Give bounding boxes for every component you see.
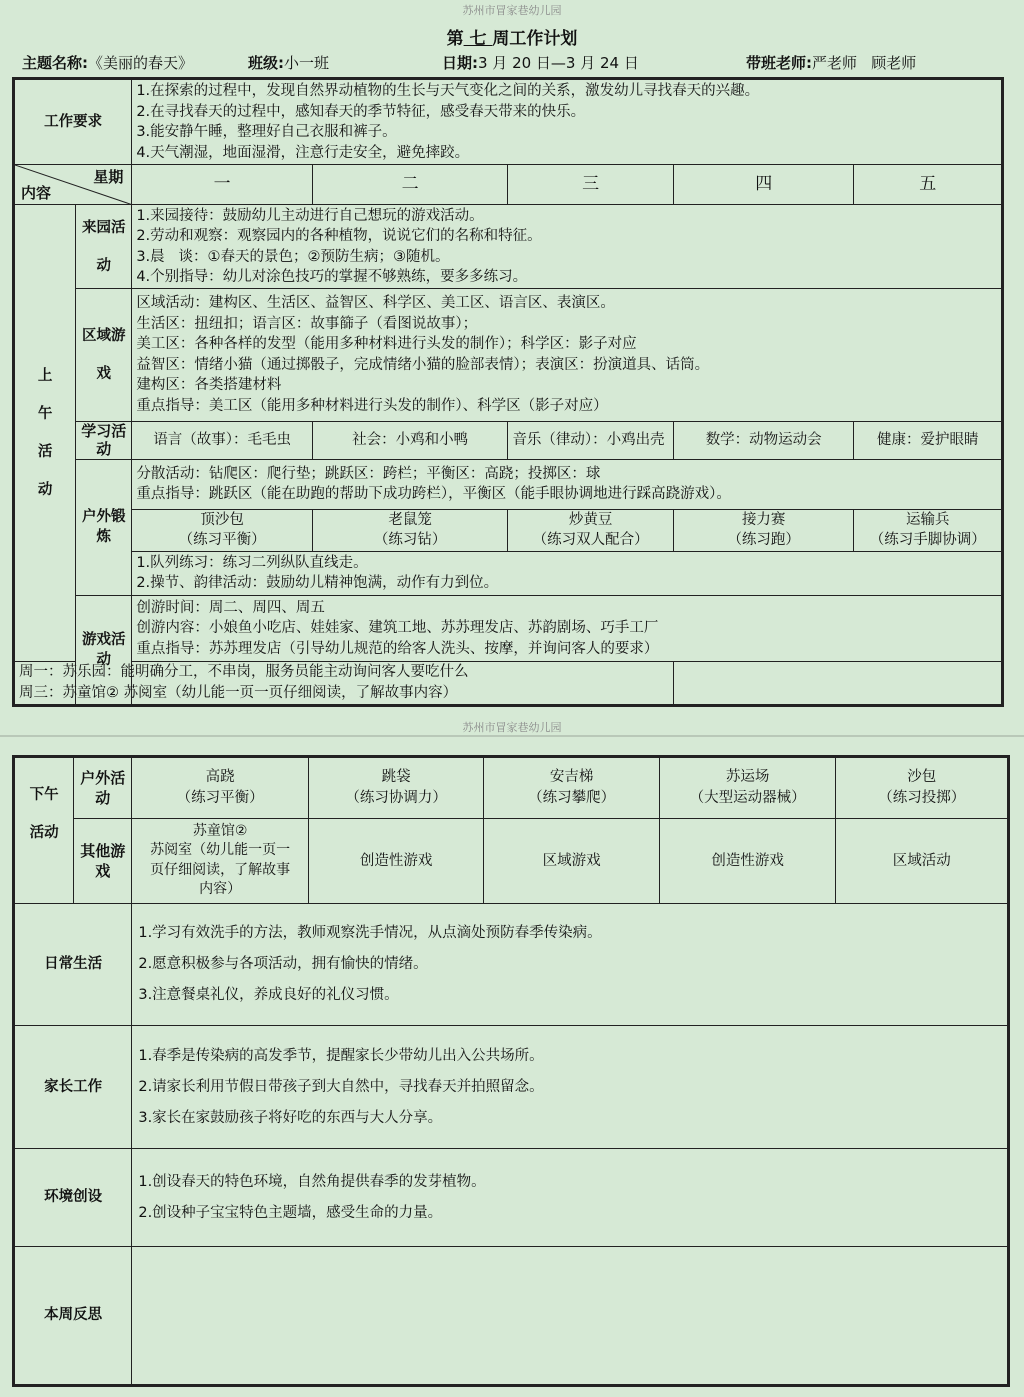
area-item: 区域活动：建构区、生活区、益智区、科学区、美工区、语言区、表演区。 <box>136 295 615 312</box>
play-note: 周三：苏童馆② 苏阅室（幼儿能一页一页仔细阅读，了解故事内容） <box>19 684 458 701</box>
arrival-item: 1.来园接待：鼓励幼儿主动进行自己想玩的游戏活动。 <box>136 207 484 224</box>
afternoon-game-cell <box>132 757 309 819</box>
reflection-label: 本周反思 <box>14 1247 132 1386</box>
requirements-content <box>132 79 1003 165</box>
area-item: 生活区：扭纽扣；语言区：故事篩子（看图说故事）； <box>136 315 478 332</box>
daily-item: 2.愿意积极参与各项活动，拥有愉快的情绪。 <box>138 955 428 972</box>
requirements-label: 工作要求 <box>14 79 132 165</box>
play-item: 重点指导：苏苏理发店（引导幼儿规范的给客人洗头、按摩，并询问客人的要求） <box>136 640 659 657</box>
arrival-item: 2.劳动和观察：观察园内的各种植物，说说它们的名称和特征。 <box>136 228 542 245</box>
other-line: 内容） <box>199 881 242 898</box>
other-line: 苏阅室（幼儿能一页一 <box>150 842 291 859</box>
play-notes <box>14 661 674 705</box>
teacher-value: 严老师 顾老师 <box>812 54 917 72</box>
content-label: 内容 <box>21 183 52 202</box>
game-name: 老鼠笼 <box>388 511 432 528</box>
other-line: 苏童馆② <box>192 822 248 839</box>
game-goal: （练习跑） <box>727 532 800 549</box>
afternoon-other-row <box>14 819 1009 903</box>
day-friday: 五 <box>854 165 1003 205</box>
environment-row <box>14 1148 1009 1246</box>
afternoon-label-b: 活动 <box>29 825 59 841</box>
game-goal: （练习双人配合） <box>532 532 649 549</box>
afternoon-game-cell <box>308 757 484 819</box>
theme-value: 《美丽的春天》 <box>88 54 194 72</box>
afternoon-game-cell <box>659 757 836 819</box>
area-item: 建构区：各类搭建材料 <box>136 377 282 394</box>
afternoon-other-cell-monday <box>132 819 309 903</box>
environment-content <box>132 1148 1009 1246</box>
drills-content <box>132 551 1003 595</box>
play-content <box>132 595 1003 661</box>
afternoon-other-cell-tuesday: 创造性游戏 <box>308 819 484 903</box>
area-item: 重点指导：美工区（能用多种材料进行头发的制作）、科学区（影子对应） <box>136 397 608 414</box>
study-cell-wednesday: 音乐（律动）：小鸡出壳 <box>508 421 673 459</box>
game-goal: （练习投掷） <box>878 790 966 807</box>
area-content <box>132 289 1003 421</box>
game-name: 苏运场 <box>725 769 770 786</box>
outdoor-content <box>132 459 1003 509</box>
plan-meta <box>22 52 1002 74</box>
parents-item: 2.请家长利用节假日带孩子到大自然中，寻找春天并拍照留念。 <box>138 1078 544 1095</box>
study-label: 学习活动 <box>76 421 132 459</box>
reflection-content <box>132 1247 1009 1386</box>
outdoor-item: 重点指导：跳跃区（能在助跑的帮助下成功跨栏），平衡区（能手眼协调地进行踩高跷游戏）。 <box>136 486 731 503</box>
game-goal: （练习攀爬） <box>528 790 616 807</box>
morning-activities-label <box>14 205 76 662</box>
reflection-row <box>14 1247 1009 1386</box>
arrival-item: 3.晨 谈：①春天的景色；②预防生病；③随机。 <box>136 248 450 265</box>
game-name: 跳袋 <box>381 769 411 786</box>
page-separator <box>0 735 1024 737</box>
date-label: 日期: <box>442 54 478 72</box>
game-name: 安吉梯 <box>549 769 594 786</box>
daily-row <box>14 903 1009 1026</box>
date-value: 3 月 20 日—3 月 24 日 <box>478 54 639 72</box>
arrival-label: 来园活动 <box>76 205 132 289</box>
study-cell-thursday: 数学：动物运动会 <box>673 421 854 459</box>
study-cell-tuesday: 社会：小鸡和小鸭 <box>312 421 508 459</box>
weekday-header-row <box>14 165 1003 205</box>
morning-label-text: 上午活动 <box>37 368 53 499</box>
parents-label: 家长工作 <box>14 1026 132 1149</box>
afternoon-label <box>14 757 74 904</box>
school-watermark: 苏州市冒家巷幼儿园 <box>462 4 562 17</box>
other-line: 页仔细阅读，了解故事 <box>150 861 291 878</box>
requirement-item: 1.在探索的过程中，发现自然界动植物的生长与天气变化之间的关系，激发幼儿寻找春天的兴趣。 <box>136 83 760 100</box>
area-item: 美工区：各种各样的发型（能用多种材料进行头发的制作）；科学区：影子对应 <box>136 336 637 353</box>
afternoon-other-label: 其他游戏 <box>74 819 132 903</box>
game-goal: （练习平衡） <box>178 532 266 549</box>
play-row <box>14 595 1003 661</box>
play-item: 创游内容：小娘鱼小吃店、娃娃家、建筑工地、苏苏理发店、苏韵剧场、巧手工厂 <box>136 620 659 637</box>
play-notes-row <box>14 661 1003 705</box>
parents-content <box>132 1026 1009 1149</box>
afternoon-game-cell <box>484 757 660 819</box>
title-prefix: 第 <box>446 29 464 49</box>
outdoor-game-cell <box>508 509 673 551</box>
afternoon-other-cell-wednesday: 区域游戏 <box>484 819 660 903</box>
play-label: 游戏活动 <box>76 595 132 705</box>
day-thursday: 四 <box>673 165 854 205</box>
outdoor-game-cell <box>854 509 1003 551</box>
game-goal: （练习平衡） <box>176 790 264 807</box>
day-monday: 一 <box>132 165 313 205</box>
daily-item: 1.学习有效洗手的方法，教师观察洗手情况，从点滴处预防春季传染病。 <box>138 924 602 941</box>
game-name: 运输兵 <box>905 511 950 528</box>
parents-item: 3.家长在家鼓励孩子将好吃的东西与大人分享。 <box>138 1109 443 1126</box>
page-title <box>0 24 1024 49</box>
theme-label: 主题名称: <box>22 54 88 72</box>
afternoon-outdoor-label: 户外活动 <box>74 757 132 819</box>
daily-item: 3.注意餐桌礼仪，养成良好的礼仪习惯。 <box>138 986 399 1003</box>
game-name: 高跷 <box>205 769 235 786</box>
environment-item: 1.创设春天的特色环境，自然角提供春季的发芽植物。 <box>138 1173 486 1190</box>
play-item: 创游时间：周二、周四、周五 <box>136 599 325 616</box>
play-note: 周一：苏乐园：能明确分工，不串岗，服务员能主动询问客人要吃什么 <box>19 664 469 681</box>
afternoon-label-a: 下午 <box>29 787 59 803</box>
morning-plan-table <box>12 77 1004 707</box>
requirement-item: 4.天气潮湿，地面湿滑，注意行走安全，避免摔跤。 <box>136 144 470 161</box>
environment-label: 环境创设 <box>14 1148 132 1246</box>
weekday-label: 星期 <box>93 168 124 187</box>
drill-item: 1.队列练习：练习二列纵队直线走。 <box>136 554 368 571</box>
environment-item: 2.创设种子宝宝特色主题墙，感受生命的力量。 <box>138 1204 443 1221</box>
day-wednesday: 三 <box>508 165 673 205</box>
school-watermark-2: 苏州市冒家巷幼儿园 <box>462 721 562 734</box>
outdoor-item: 分散活动：钻爬区：爬行垫；跳跃区：跨栏；平衡区：高跷；投掷区：球 <box>136 465 601 482</box>
study-cell-monday: 语言（故事）：毛毛虫 <box>132 421 313 459</box>
game-goal: （大型运动器械） <box>689 790 806 807</box>
drills-row <box>14 551 1003 595</box>
class-value: 小一班 <box>284 54 330 72</box>
arrival-content <box>132 205 1003 289</box>
requirement-item: 3.能安静午睡，整理好自己衣服和裤子。 <box>136 124 397 141</box>
arrival-item: 4.个别指导：幼儿对涂色技巧的掌握不够熟练，要多多练习。 <box>136 269 528 286</box>
parents-row <box>14 1026 1009 1149</box>
daily-label: 日常生活 <box>14 903 132 1026</box>
game-name: 顶沙包 <box>200 511 244 528</box>
game-name: 炒黄豆 <box>568 511 613 528</box>
game-name: 接力赛 <box>741 511 786 528</box>
diagonal-header-cell <box>14 165 132 205</box>
game-name: 沙包 <box>907 769 937 786</box>
outdoor-row <box>14 459 1003 509</box>
afternoon-other-cell-friday: 区域活动 <box>836 819 1009 903</box>
afternoon-outdoor-row <box>14 757 1009 819</box>
requirements-row <box>14 79 1003 165</box>
study-cell-friday: 健康：爱护眼睛 <box>854 421 1003 459</box>
parents-item: 1.春季是传染病的高发季节，提醒家长少带幼儿出入公共场所。 <box>138 1047 544 1064</box>
arrival-row <box>14 205 1003 289</box>
game-goal: （练习手脚协调） <box>869 532 986 549</box>
area-row <box>14 289 1003 421</box>
drill-item: 2.操节、韵律活动：鼓励幼儿精神饱满，动作有力到位。 <box>136 575 499 592</box>
day-tuesday: 二 <box>312 165 508 205</box>
afternoon-plan-table <box>12 755 1010 1387</box>
game-goal: （练习协调力） <box>345 790 447 807</box>
outdoor-label: 户外锻炼 <box>76 459 132 595</box>
daily-content <box>132 903 1009 1026</box>
week-number: 七 <box>469 29 487 49</box>
title-suffix: 周工作计划 <box>492 29 578 49</box>
outdoor-games-row <box>14 509 1003 551</box>
afternoon-other-cell-thursday: 创造性游戏 <box>659 819 836 903</box>
area-item: 益智区：情绪小猫（通过掷骰子，完成情绪小猫的脸部表情）；表演区：扮演道具、话筒。 <box>136 356 710 373</box>
teacher-label: 带班老师: <box>746 54 812 72</box>
study-row <box>14 421 1003 459</box>
class-label: 班级: <box>248 54 284 72</box>
afternoon-game-cell <box>836 757 1009 819</box>
outdoor-game-cell <box>312 509 508 551</box>
outdoor-game-cell <box>673 509 854 551</box>
outdoor-game-cell <box>132 509 313 551</box>
requirement-item: 2.在寻找春天的过程中，感知春天的季节特征，感受春天带来的快乐。 <box>136 103 586 120</box>
area-label: 区域游戏 <box>76 289 132 421</box>
game-goal: （练习钻） <box>373 532 447 549</box>
